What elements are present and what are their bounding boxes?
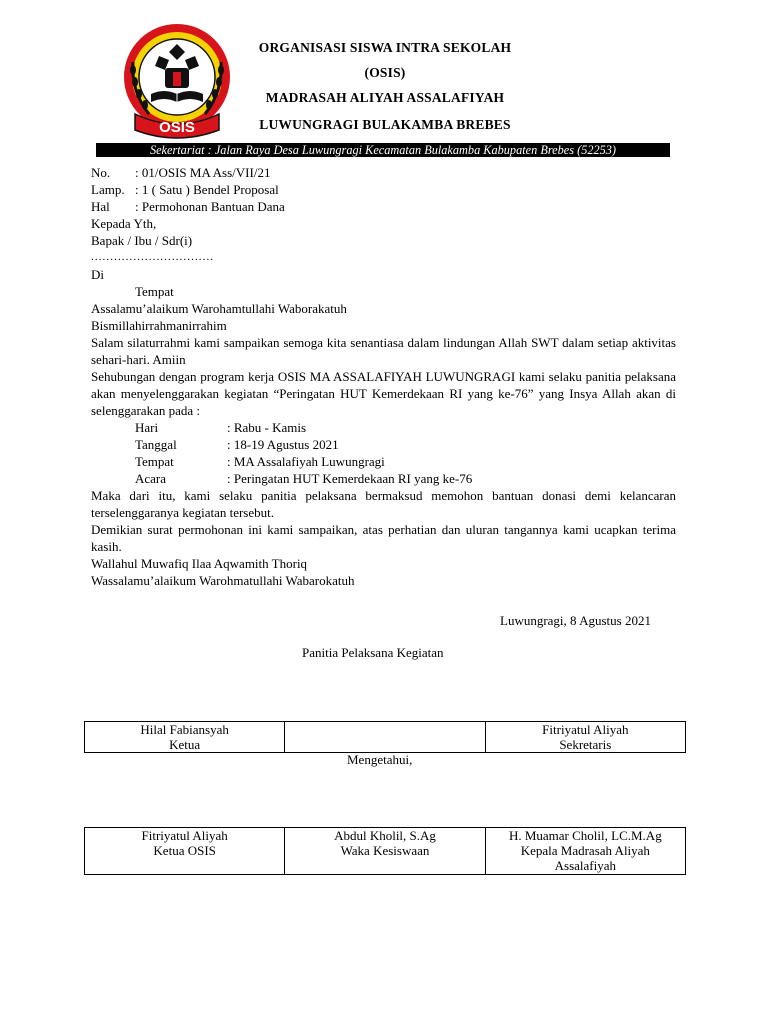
paragraph-closing: Demikian surat permohonan ini kami sampaikan, atas perhatian dan uluran tangannya kami ucapkan terima kasih. [91,522,676,554]
signature-cell-empty [285,722,485,753]
letter-body [91,164,676,589]
signature-cell [485,722,685,753]
letter-date: Luwungragi, 8 Agustus 2021 [500,613,651,628]
paragraph-request: Maka dari itu, kami selaku panitia pelaksana bermaksud memohon bantuan donasi demi kelancaran terselenggaranya kegiatan tersebut. [91,488,676,520]
recipient-blank: ................................ [91,251,215,263]
letter-subject: Hal : Permohonan Bantuan Dana [91,199,285,214]
signer-role: Sekretaris [559,737,612,752]
school-name: MADRASAH ALIYAH ASSALAFIYAH [265,90,505,105]
paragraph-greeting: Salam silaturrahmi kami sampaikan semoga kita senantiasa dalam lindungan Allah SWT dalam setiap aktivitas sehari-hari. Amiin [91,335,676,367]
signer-name: Fitriyatul Aliyah [542,722,629,737]
org-abbreviation: (OSIS) [364,65,406,80]
acknowledged-label: Mengetahui, [347,752,413,767]
detail-date: Tanggal : 18-19 Agustus 2021 [135,437,339,452]
bismillah: Bismillahirrahmanirrahim [91,318,227,333]
letter-attachment: Lamp. : 1 ( Satu ) Bendel Proposal [91,182,279,197]
signature-table-committee [84,721,686,753]
org-name: ORGANISASI SISWA INTRA SEKOLAH [258,40,512,55]
signer-role: Ketua [169,737,201,752]
closing-salam: Wassalamu’alaikum Warohmatullahi Wabarokatuh [91,573,355,588]
logo-text: OSIS [159,119,195,136]
signer-name: Hilal Fabiansyah [140,722,229,737]
detail-event: Acara : Peringatan HUT Kemerdekaan RI yang ke-76 [135,471,473,486]
school-location: LUWUNGRAGI BULAKAMBA BREBES [259,117,511,132]
signature-cell [285,828,485,875]
opening-salam: Assalamu’alaikum Warohamtullahi Waborakatuh [91,301,347,316]
signer-role: Kepala Madrasah Aliyah Assalafiyah [520,843,650,873]
event-details [91,419,676,487]
signature-cell [85,722,285,753]
letter-number: No. : 01/OSIS MA Ass/VII/21 [91,165,271,180]
signature-cell [85,828,285,875]
signature-table-approvers [84,827,686,875]
osis-logo [119,22,235,140]
wallahul: Wallahul Muwafiq Ilaa Aqwamith Thoriq [91,556,308,571]
recipient-place: Tempat [135,284,174,299]
recipient-di: Di [91,267,104,282]
detail-place: Tempat : MA Assalafiyah Luwungragi [135,454,385,469]
signer-name: Fitriyatul Aliyah [141,828,228,843]
recipient-greeting: Kepada Yth, [91,216,157,231]
committee-label: Panitia Pelaksana Kegiatan [302,645,444,660]
signature-cell [485,828,685,875]
secretariat-address: Sekertariat : Jalan Raya Desa Luwungragi Kecamatan Bulakamba Kabupaten Brebes (52253) [96,143,670,157]
signer-name: Abdul Kholil, S.Ag [334,828,436,843]
paragraph-event: Sehubungan dengan program kerja OSIS MA ASSALAFIYAH LUWUNGRAGI kami selaku panitia pelaksana akan menyelenggarakan kegiatan “Peringatan HUT Kemerdekaan RI yang ke-76” yang Insya Allah akan di selenggarakan pada : [91,369,676,418]
recipient-title: Bapak / Ibu / Sdr(i) [91,233,193,248]
signer-name: H. Muamar Cholil, LC.M.Ag [508,828,662,843]
detail-day: Hari : Rabu - Kamis [135,420,307,435]
signer-role: Ketua OSIS [153,843,216,858]
signer-role: Waka Kesiswaan [340,843,430,858]
